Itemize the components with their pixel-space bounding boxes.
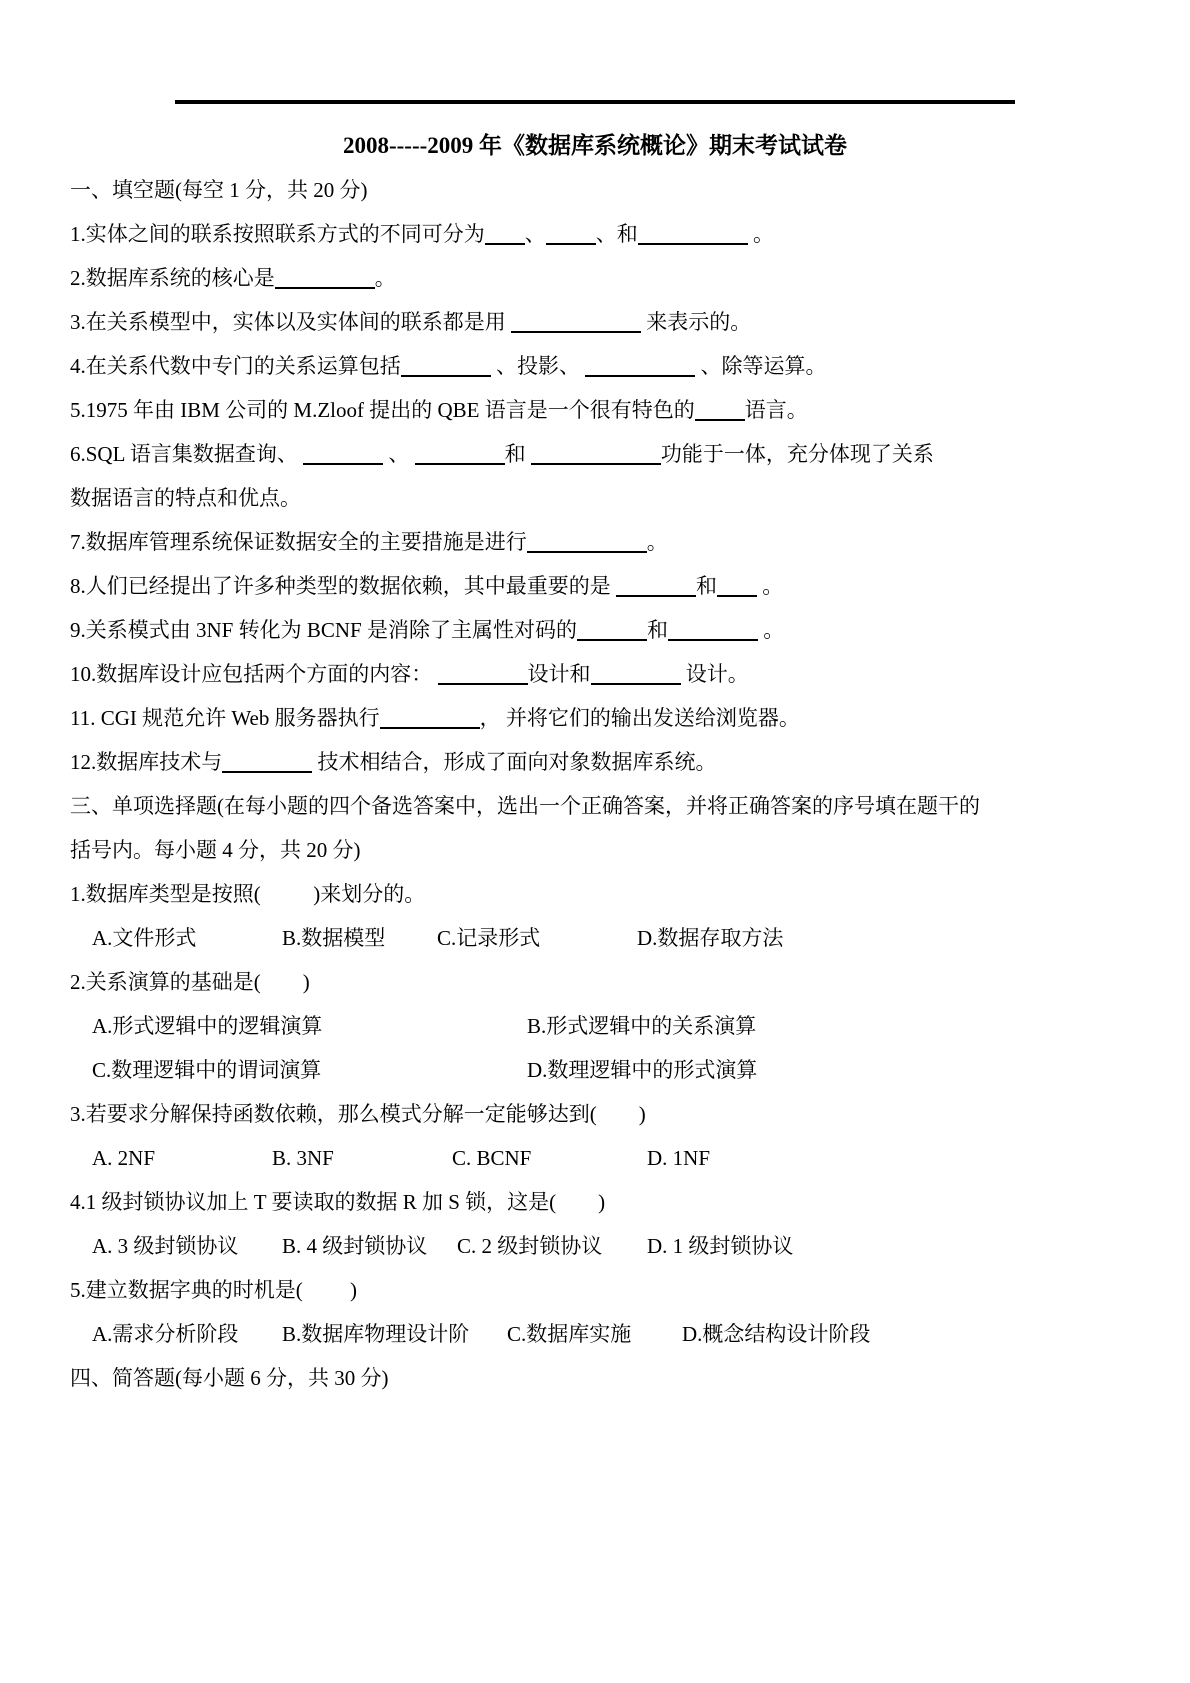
answer-blank: [401, 354, 491, 377]
fill-in-question-9: 9.关系模式由 3NF 转化为 BCNF 是消除了主属性对码的 和 。: [70, 618, 785, 642]
mc-question-2-option-a: A.形式逻辑中的逻辑演算: [92, 1014, 323, 1038]
page-title: 2008-----2009 年《数据库系统概论》期末考试试卷: [342, 133, 848, 158]
mc-question-4-option-b: B. 4 级封锁协议: [282, 1234, 428, 1258]
mc-question-4-option-a: A. 3 级封锁协议: [92, 1234, 239, 1258]
mc-question-2-stem: 2.关系演算的基础是( ): [70, 970, 310, 994]
mc-question-1-stem: 1.数据库类型是按照( )来划分的。: [70, 882, 426, 906]
mc-question-2-options-row2: [70, 1048, 1135, 1092]
answer-blank: [717, 574, 757, 597]
mc-question-5-option-c: C.数据库实施: [507, 1322, 632, 1346]
exam-body: [0, 162, 1190, 1400]
fill-in-question-1: 1.实体之间的联系按照联系方式的不同可分为 、 、和 。: [70, 222, 774, 246]
answer-blank: [275, 266, 375, 289]
mc-question-1-option-c: C.记录形式: [437, 926, 541, 950]
answer-blank: [668, 618, 758, 641]
mc-question-3-option-a: A. 2NF: [92, 1146, 156, 1170]
mc-question-4-options: [70, 1224, 1135, 1268]
answer-blank: [438, 662, 528, 685]
answer-blank: [531, 442, 661, 465]
multiple-choice-section-heading-line2: 括号内。每小题 4 分，共 20 分): [70, 838, 361, 862]
fill-in-question-8: 8.人们已经提出了许多种类型的数据依赖，其中最重要的是 和 。: [70, 574, 784, 598]
fill-in-question-10: 10.数据库设计应包括两个方面的内容： 设计和 设计。: [70, 662, 749, 686]
mc-question-4-option-d: D. 1 级封锁协议: [647, 1234, 794, 1258]
fill-in-question-2: 2.数据库系统的核心是 。: [70, 266, 396, 290]
fill-in-question-3: 3.在关系模型中，实体以及实体间的联系都是用 来表示的。: [70, 310, 752, 334]
mc-question-3-stem: 3.若要求分解保持函数依赖，那么模式分解一定能够达到( ): [70, 1102, 646, 1126]
mc-question-3-options: [70, 1136, 1135, 1180]
mc-question-2-option-c: C.数理逻辑中的谓词演算: [92, 1058, 322, 1082]
answer-blank: [511, 310, 641, 333]
answer-blank: [616, 574, 696, 597]
mc-question-3-option-b: B. 3NF: [272, 1146, 334, 1170]
answer-blank: [591, 662, 681, 685]
mc-question-4-stem: 4.1 级封锁协议加上 T 要读取的数据 R 加 S 锁，这是( ): [70, 1190, 606, 1214]
answer-blank: [222, 750, 312, 773]
mc-question-5-options: [70, 1312, 1135, 1356]
answer-blank: [380, 706, 480, 729]
mc-question-1-options: [70, 916, 1135, 960]
answer-blank: [415, 442, 505, 465]
fill-in-question-4: 4.在关系代数中专门的关系运算包括 、投影、 、除等运算。: [70, 354, 827, 378]
mc-question-5-option-d: D.概念结构设计阶段: [682, 1322, 871, 1346]
answer-blank: [577, 618, 647, 641]
mc-question-5-option-a: A.需求分析阶段: [92, 1322, 239, 1346]
answer-blank: [695, 398, 745, 421]
mc-question-2-option-d: D.数理逻辑中的形式演算: [527, 1058, 758, 1082]
fill-in-question-5: 5.1975 年由 IBM 公司的 M.Zloof 提出的 QBE 语言是一个很有特色的 语言。: [70, 398, 808, 422]
mc-question-3-option-c: C. BCNF: [452, 1146, 532, 1170]
mc-question-1-option-b: B.数据模型: [282, 926, 386, 950]
answer-blank: [585, 354, 695, 377]
answer-blank: [485, 222, 525, 245]
mc-question-1-option-a: A.文件形式: [92, 926, 197, 950]
mc-question-4-option-c: C. 2 级封锁协议: [457, 1234, 603, 1258]
answer-blank: [303, 442, 383, 465]
header-rule: [175, 100, 1015, 104]
mc-question-3-option-d: D. 1NF: [647, 1146, 711, 1170]
answer-blank: [546, 222, 596, 245]
answer-blank: [527, 530, 647, 553]
mc-question-5-stem: 5.建立数据字典的时机是( ): [70, 1278, 357, 1302]
mc-question-2-options-row1: [70, 1004, 1135, 1048]
mc-question-5-option-b: B.数据库物理设计阶: [282, 1322, 470, 1346]
fill-in-question-11: 11. CGI 规范允许 Web 服务器执行 ， 并将它们的输出发送给浏览器。: [70, 706, 800, 730]
mc-question-2-option-b: B.形式逻辑中的关系演算: [527, 1014, 757, 1038]
answer-blank: [638, 222, 748, 245]
fill-in-question-7: 7.数据库管理系统保证数据安全的主要措施是进行 。: [70, 530, 668, 554]
short-answer-section-heading: 四、简答题(每小题 6 分，共 30 分): [70, 1366, 389, 1390]
multiple-choice-section-heading-line1: 三、单项选择题(在每小题的四个备选答案中，选出一个正确答案，并将正确答案的序号填在题干的: [70, 794, 980, 818]
fill-in-question-6: 6.SQL 语言集数据查询、 、 和 功能于一体，充分体现了关系: [70, 442, 934, 466]
fill-in-question-12: 12.数据库技术与 技术相结合，形成了面向对象数据库系统。: [70, 750, 717, 774]
mc-question-1-option-d: D.数据存取方法: [637, 926, 784, 950]
fill-in-question-6-continuation: 数据语言的特点和优点。: [70, 486, 301, 510]
fill-in-section-heading: 一、填空题(每空 1 分，共 20 分): [70, 178, 368, 202]
